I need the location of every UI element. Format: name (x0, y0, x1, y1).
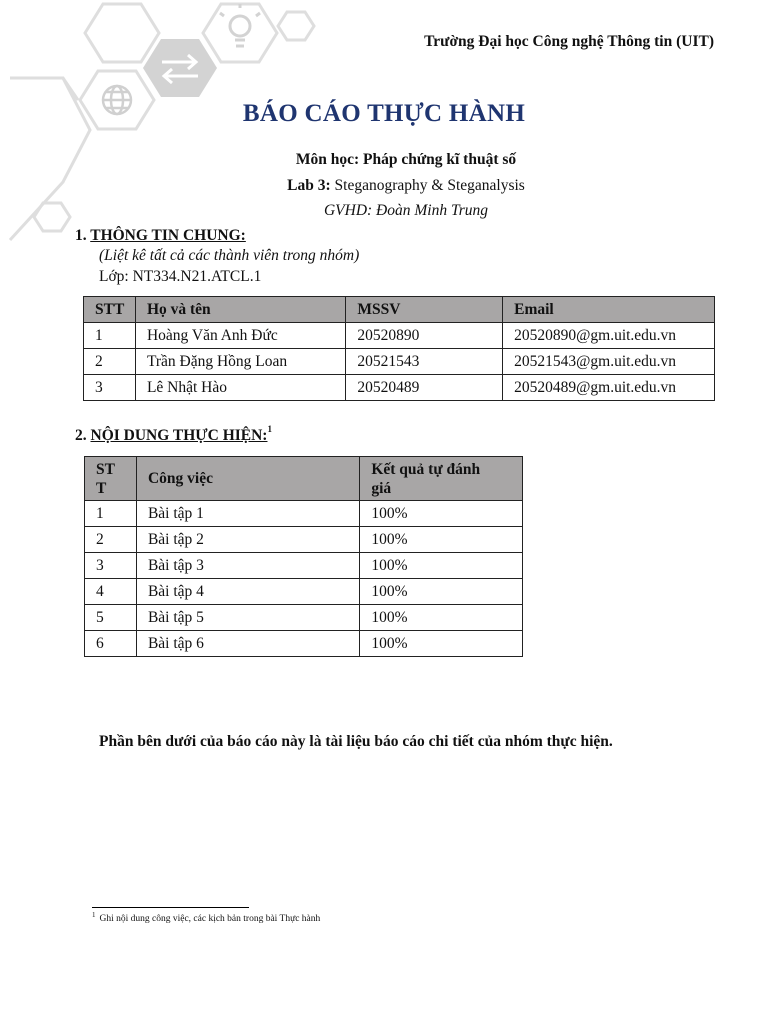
table-cell: Trần Đặng Hồng Loan (135, 349, 345, 375)
university-name: Trường Đại học Công nghệ Thông tin (UIT) (424, 33, 714, 50)
subject-line: Môn học: Pháp chứng kĩ thuật số (295, 151, 517, 168)
section2-number: 2. (75, 427, 87, 445)
table-cell: 3 (84, 375, 136, 401)
table-row (85, 579, 523, 605)
table-header-row (85, 457, 523, 501)
table-cell: 100% (360, 605, 523, 631)
table-header-row (84, 297, 715, 323)
table-cell: 100% (360, 553, 523, 579)
table-cell: 5 (85, 605, 137, 631)
table-cell: 20520489 (346, 375, 503, 401)
class-line: Lớp: NT334.N21.ATCL.1 (99, 268, 262, 285)
column-header: Email (503, 297, 715, 323)
table-cell: 4 (85, 579, 137, 605)
table-row (85, 631, 523, 657)
table-cell: 20521543 (346, 349, 503, 375)
section2-title: NỘI DUNG THỰC HIỆN: (90, 427, 268, 445)
table-cell: 100% (360, 501, 523, 527)
table-cell: 20520489@gm.uit.edu.vn (503, 375, 715, 401)
table-row (85, 527, 523, 553)
table-row (84, 349, 715, 375)
table-cell: 20520890 (346, 323, 503, 349)
table-cell: Bài tập 5 (136, 605, 359, 631)
table-cell: 100% (360, 579, 523, 605)
closing-statement: Phần bên dưới của báo cáo này là tài liệu báo cáo chi tiết của nhóm thực hiện. (99, 733, 613, 750)
column-header: Kết quả tự đánh giá (360, 457, 523, 501)
table-cell: 20521543@gm.uit.edu.vn (503, 349, 715, 375)
table-row (85, 501, 523, 527)
column-header: ST T (85, 457, 137, 501)
report-title: BÁO CÁO THỰC HÀNH (242, 100, 526, 127)
instructor-line: GVHD: Đoàn Minh Trung (323, 202, 489, 219)
table-cell: Lê Nhật Hào (135, 375, 345, 401)
table-row (85, 605, 523, 631)
section1-title: THÔNG TIN CHUNG: (90, 227, 246, 244)
section1-heading (75, 227, 246, 245)
table-cell: 6 (85, 631, 137, 657)
members-table (83, 296, 715, 401)
footnote-separator (92, 907, 249, 908)
column-header: MSSV (346, 297, 503, 323)
lab-name: Steganography & Steganalysis (334, 177, 525, 194)
table-cell: 1 (85, 501, 137, 527)
section1-number: 1. (75, 227, 87, 244)
footnote-reference[interactable]: 1 (267, 424, 272, 434)
table-cell: 3 (85, 553, 137, 579)
table-cell: 100% (360, 527, 523, 553)
column-header: Công việc (136, 457, 359, 501)
column-header: Họ và tên (135, 297, 345, 323)
table-row (84, 323, 715, 349)
section1-note: (Liệt kê tất cả các thành viên trong nhóm) (99, 247, 360, 264)
table-cell: 20520890@gm.uit.edu.vn (503, 323, 715, 349)
footnote-mark: 1 (92, 911, 96, 919)
table-cell: Bài tập 2 (136, 527, 359, 553)
table-cell: 2 (84, 349, 136, 375)
table-cell: Bài tập 3 (136, 553, 359, 579)
lab-line (0, 177, 768, 195)
table-cell: Bài tập 6 (136, 631, 359, 657)
table-cell: Bài tập 1 (136, 501, 359, 527)
lab-label: Lab 3: (287, 177, 331, 194)
footnote (92, 911, 320, 924)
table-row (84, 375, 715, 401)
footnote-text: Ghi nội dung công việc, các kịch bản trong bài Thực hành (99, 914, 321, 925)
section2-heading (75, 426, 272, 445)
table-cell: 1 (84, 323, 136, 349)
column-header: STT (84, 297, 136, 323)
table-cell: Bài tập 4 (136, 579, 359, 605)
table-row (85, 553, 523, 579)
tasks-table (84, 456, 523, 657)
table-cell: 100% (360, 631, 523, 657)
table-cell: Hoàng Văn Anh Đức (135, 323, 345, 349)
lightbulb-icon (220, 4, 260, 46)
table-cell: 2 (85, 527, 137, 553)
